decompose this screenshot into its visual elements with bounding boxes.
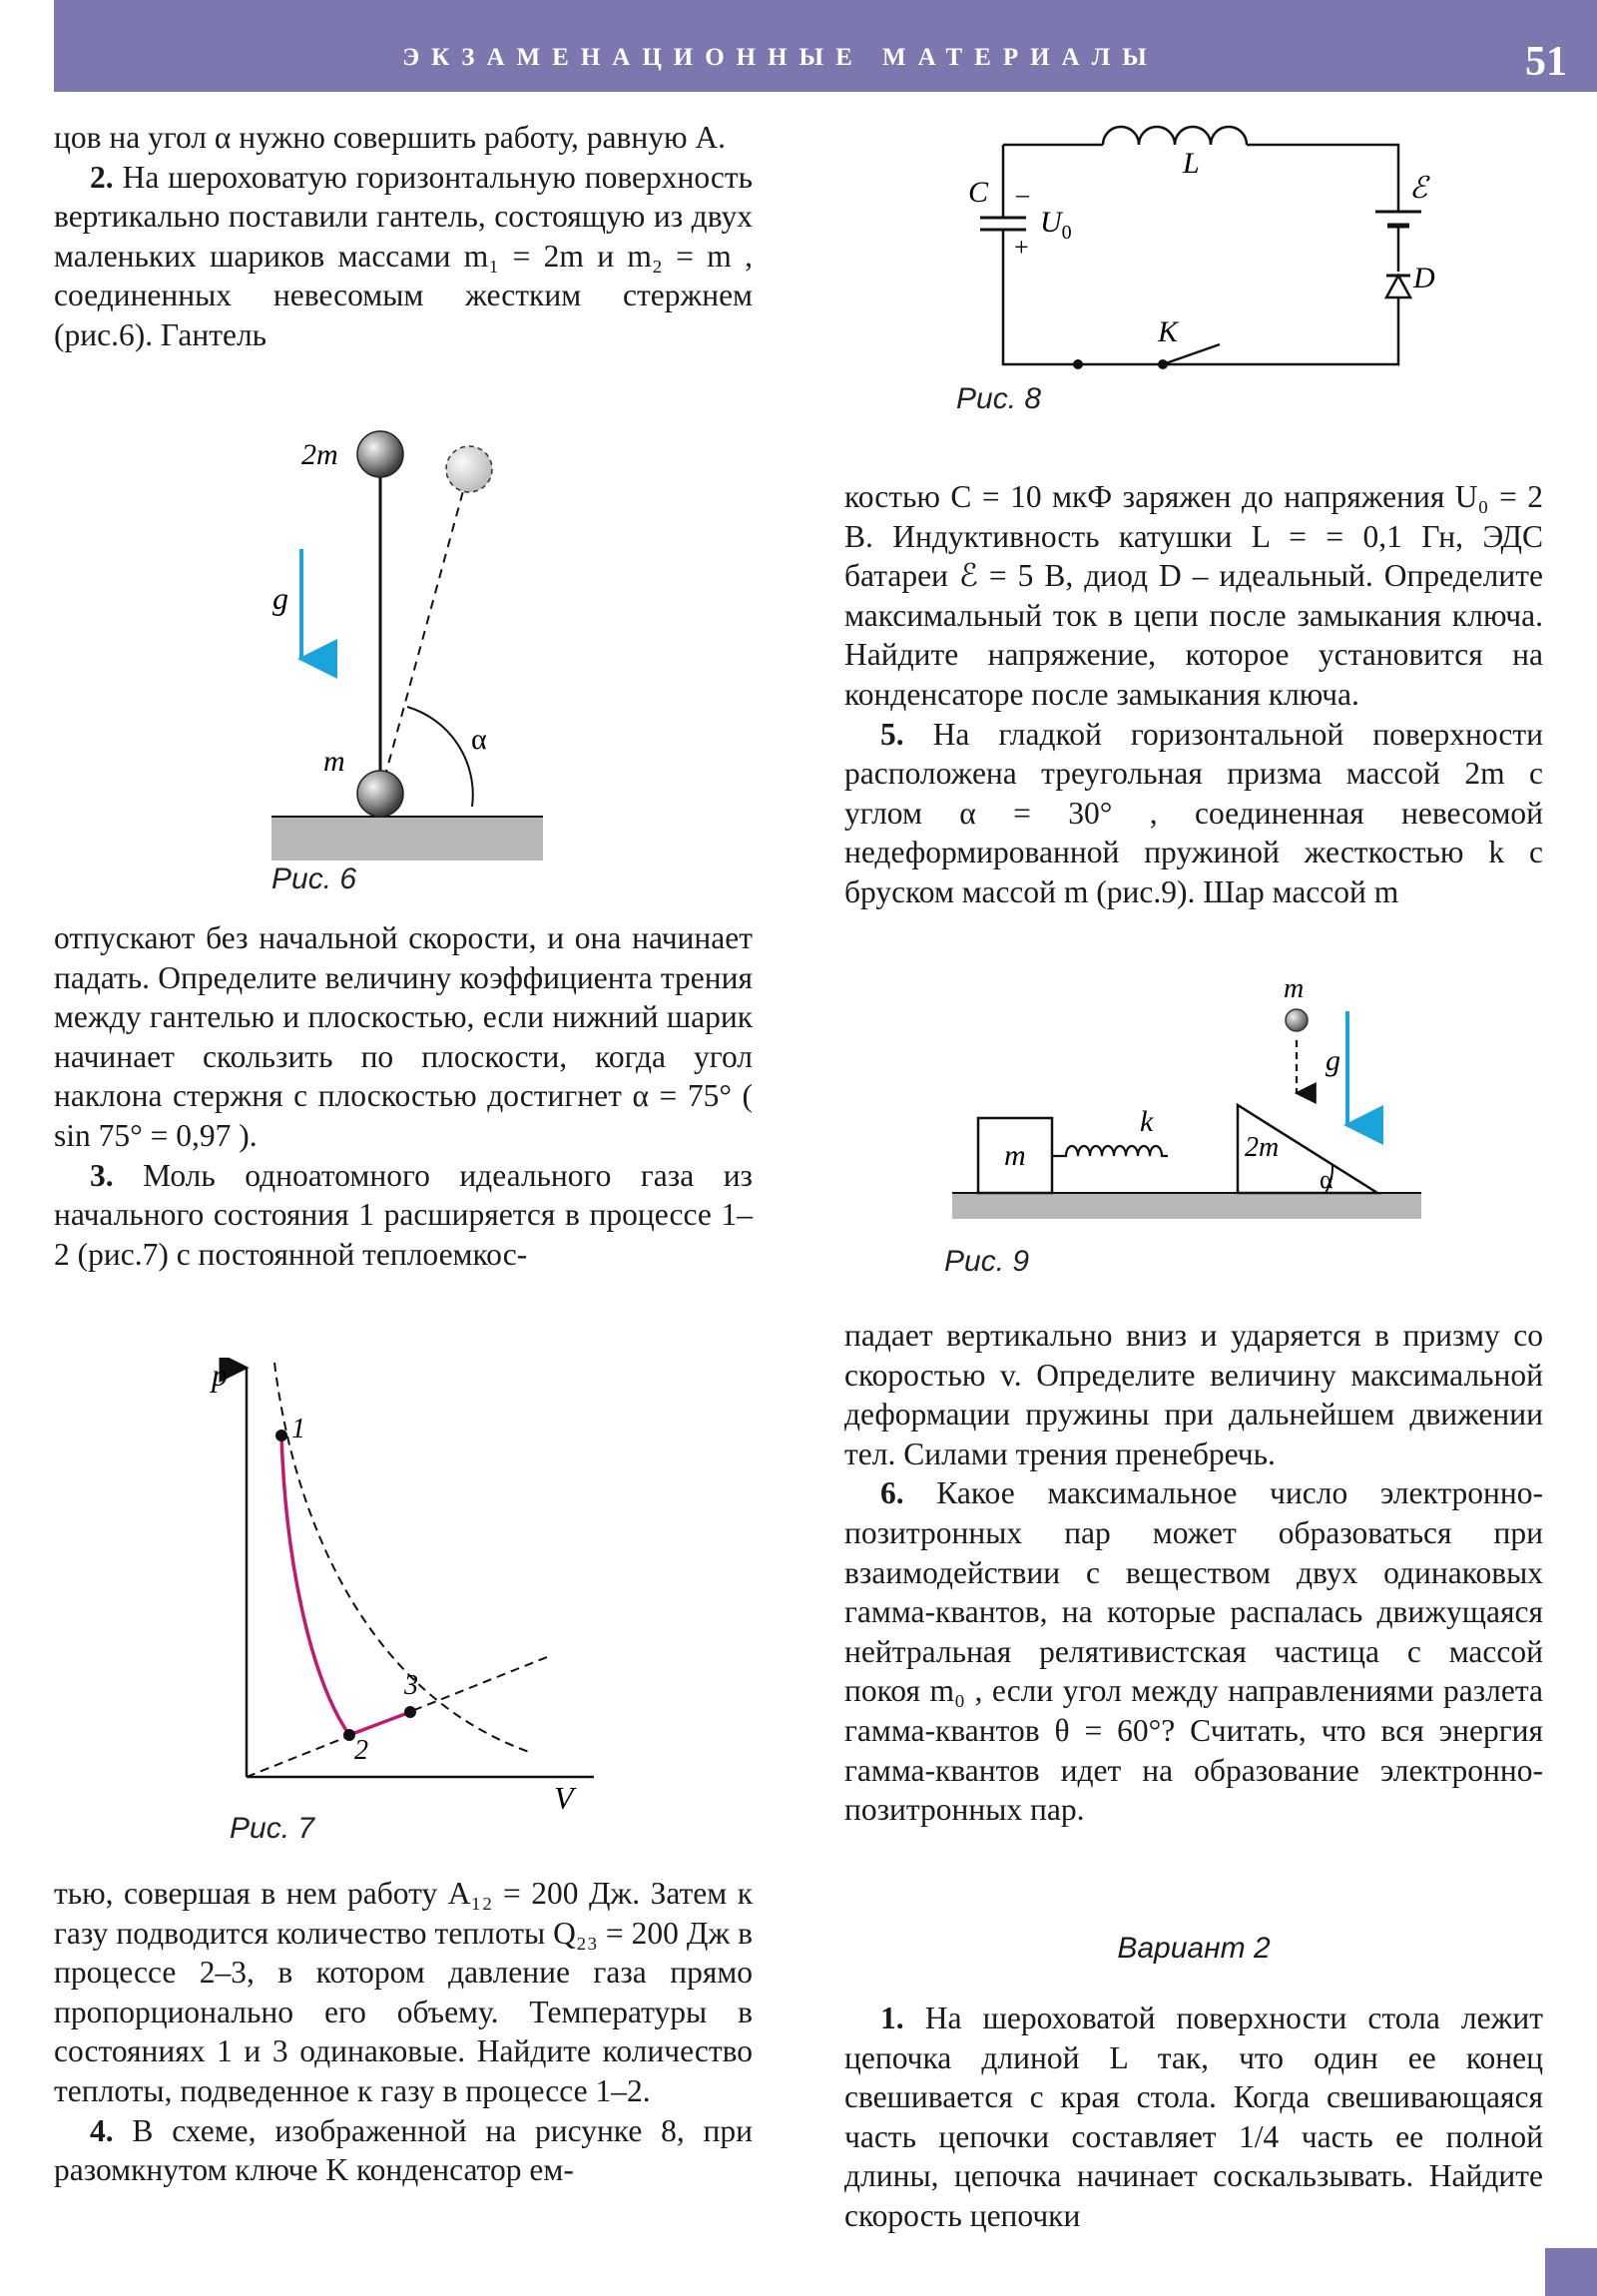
label-2m: 2m <box>1245 1132 1280 1163</box>
tilted-ball <box>446 446 492 492</box>
label-m: m <box>323 745 345 778</box>
label-U: U <box>1040 206 1062 239</box>
problem-5-continued: падает вертикально вниз и ударяется в призму со скоростью v. Определите величину максимальной деформации пружины при дальнейшем движении тел. Силами трения пренебречь. <box>844 1318 1543 1471</box>
page-edge-tab <box>1545 2248 1597 2296</box>
figure-8-circuit <box>958 110 1457 389</box>
problem-3 <box>54 1156 753 1275</box>
upper-ball <box>357 431 403 477</box>
problem-4-continued: костью C = 10 мкФ заряжен до напряжения U₀ = 2 В. Индуктивность катушки L = = 0,1 Гн, ЭДС батареи ℰ = 5 В, диод D – идеальный. Определите максимальный ток в цепи после замыкания ключа. Найдите напряжение, которое установится на конденсаторе после замыкания ключа. <box>844 479 1543 712</box>
label-m-ball: m <box>1284 973 1305 1004</box>
problem-5 <box>844 715 1543 912</box>
diode <box>1386 276 1410 297</box>
right-column-middle <box>844 1316 1543 1830</box>
label-3: 3 <box>404 1670 418 1701</box>
label-minus: – <box>1016 180 1029 209</box>
label-alpha: α <box>471 723 487 756</box>
label-emf: ℰ <box>1409 172 1428 205</box>
page-header <box>54 0 1597 92</box>
label-2m: 2m <box>301 438 338 471</box>
label-g: g <box>1326 1044 1340 1077</box>
label-1: 1 <box>291 1414 305 1444</box>
page-number: 51 <box>1525 39 1567 85</box>
label-g: g <box>272 580 288 616</box>
label-U0 <box>1040 206 1072 244</box>
label-m-block: m <box>1004 1139 1026 1172</box>
problem-number: 3. <box>90 1157 114 1193</box>
label-k: k <box>1140 1105 1154 1138</box>
problem-2 <box>54 158 753 355</box>
problem-2-continued: отпускают без начальной скорости, и она начинает падать. Определите величину коэффициента трения между гантелью и плоскостью, если нижний шарик начинает скользить по плоскости, когда угол наклона стержня с плоскостью достигнет α = 75° ( sin 75° = 0,97 ). <box>54 920 753 1153</box>
caption-fig-6: Рис. 6 <box>271 862 357 895</box>
problem-6 <box>844 1473 1543 1829</box>
right-column-bottom <box>844 1999 1543 2236</box>
problem-number: 5. <box>880 716 904 752</box>
problem-text: Какое максимальное число электронно-позитронных пар может образоваться при взаимодействии с веществом двух одинаковых гамма-квантов, на которые распалась движущаяся нейтральная релятивистская частица с массой покоя m₀ , если угол между направлениями разлета гамма-квантов θ = 60°? Считать, что вся энергия гамма-квантов идет на образование электронно-позитронных пар. <box>844 1475 1543 1828</box>
point-3 <box>404 1706 416 1718</box>
problem-number: 1. <box>880 2001 904 2035</box>
inductor-coil <box>1103 127 1247 145</box>
caption-fig-7: Рис. 7 <box>230 1812 315 1845</box>
isotherm <box>274 1363 529 1752</box>
process-curve <box>281 1435 410 1735</box>
figure-7-pv-diagram <box>200 1358 599 1827</box>
label-alpha: α <box>1320 1165 1333 1194</box>
lower-ball <box>357 771 403 817</box>
problem-text: На шероховатой поверхности стола лежит цепочка длиной L так, что один ее конец свешивается с края стола. Когда свешивающаяся часть цепочки составляет 1/4 часть ее полной длины, цепочка начинает соскальзывать. Найдите скорость цепочки <box>844 2001 1544 2233</box>
ball-m <box>1286 1009 1308 1031</box>
label-plus: + <box>1014 233 1029 262</box>
label-K: K <box>1158 315 1179 348</box>
variant-title: Вариант 2 <box>1117 1932 1271 1965</box>
problem-number: 2. <box>90 159 114 195</box>
problem-text: На гладкой горизонтальной поверхности расположена треугольная призма массой 2m с углом α = 30° , соединенная невесомой недеформированной пружиной жесткостью k с бруском массой m (рис.9). Шар массой m <box>844 716 1543 909</box>
problem-3-continued: тью, совершая в нем работу A₁₂ = 200 Дж. Затем к газу подводится количество теплоты Q₂₃ = 200 Дж в процессе 2–3, в котором давление газа прямо пропорционально его объему. Температуры в состояниях 1 и 3 одинаковые. Найдите количество теплоты, подведенное к газу в процессе 1–2. <box>54 1876 753 2108</box>
label-L: L <box>1183 147 1200 180</box>
tilted-rod <box>380 469 469 794</box>
label-D: D <box>1413 262 1435 294</box>
label-U-sub: 0 <box>1061 222 1072 244</box>
caption-fig-8: Рис. 8 <box>956 382 1042 415</box>
surface <box>952 1193 1421 1219</box>
left-column-top <box>54 118 753 355</box>
variant-2-problem-1 <box>844 1999 1543 2236</box>
label-2: 2 <box>354 1735 368 1766</box>
right-column-top <box>844 477 1543 912</box>
figure-6-dumbbell <box>260 409 559 868</box>
label-p: p <box>212 1358 228 1393</box>
left-column-bottom <box>54 1874 753 2190</box>
problem-number: 6. <box>880 1475 904 1511</box>
problem-text: На шероховатую горизонтальную поверхность вертикально поставили гантель, состоящую из двух маленьких шариков массами m₁ = 2m и m₂ = m , соединенных невесомым жестким стержнем (рис.6). Гантель <box>54 159 754 352</box>
label-V: V <box>554 1780 574 1816</box>
problem-number: 4. <box>90 2112 114 2148</box>
problem-4 <box>54 2111 753 2190</box>
problem-text: В схеме, изображенной на рисунке 8, при разомкнутом ключе K конденсатор ем- <box>54 2112 753 2188</box>
figure-9-prism <box>948 973 1427 1223</box>
floor <box>271 817 543 861</box>
caption-fig-9: Рис. 9 <box>944 1245 1030 1278</box>
label-C: C <box>968 176 989 209</box>
header-title: ЭКЗАМЕНАЦИОННЫЕ МАТЕРИАЛЫ <box>402 44 1159 71</box>
point-1 <box>275 1430 287 1441</box>
left-column-middle <box>54 918 753 1274</box>
problem-text: Моль одноатомного идеального газа из начального состояния 1 расширяется в процессе 1–2 (рис.7) с постоянной теплоемкос- <box>54 1157 754 1272</box>
angle-arc <box>407 707 473 807</box>
paragraph-continued: цов на угол α нужно совершить работу, равную A. <box>54 120 727 155</box>
spring <box>1052 1146 1168 1156</box>
